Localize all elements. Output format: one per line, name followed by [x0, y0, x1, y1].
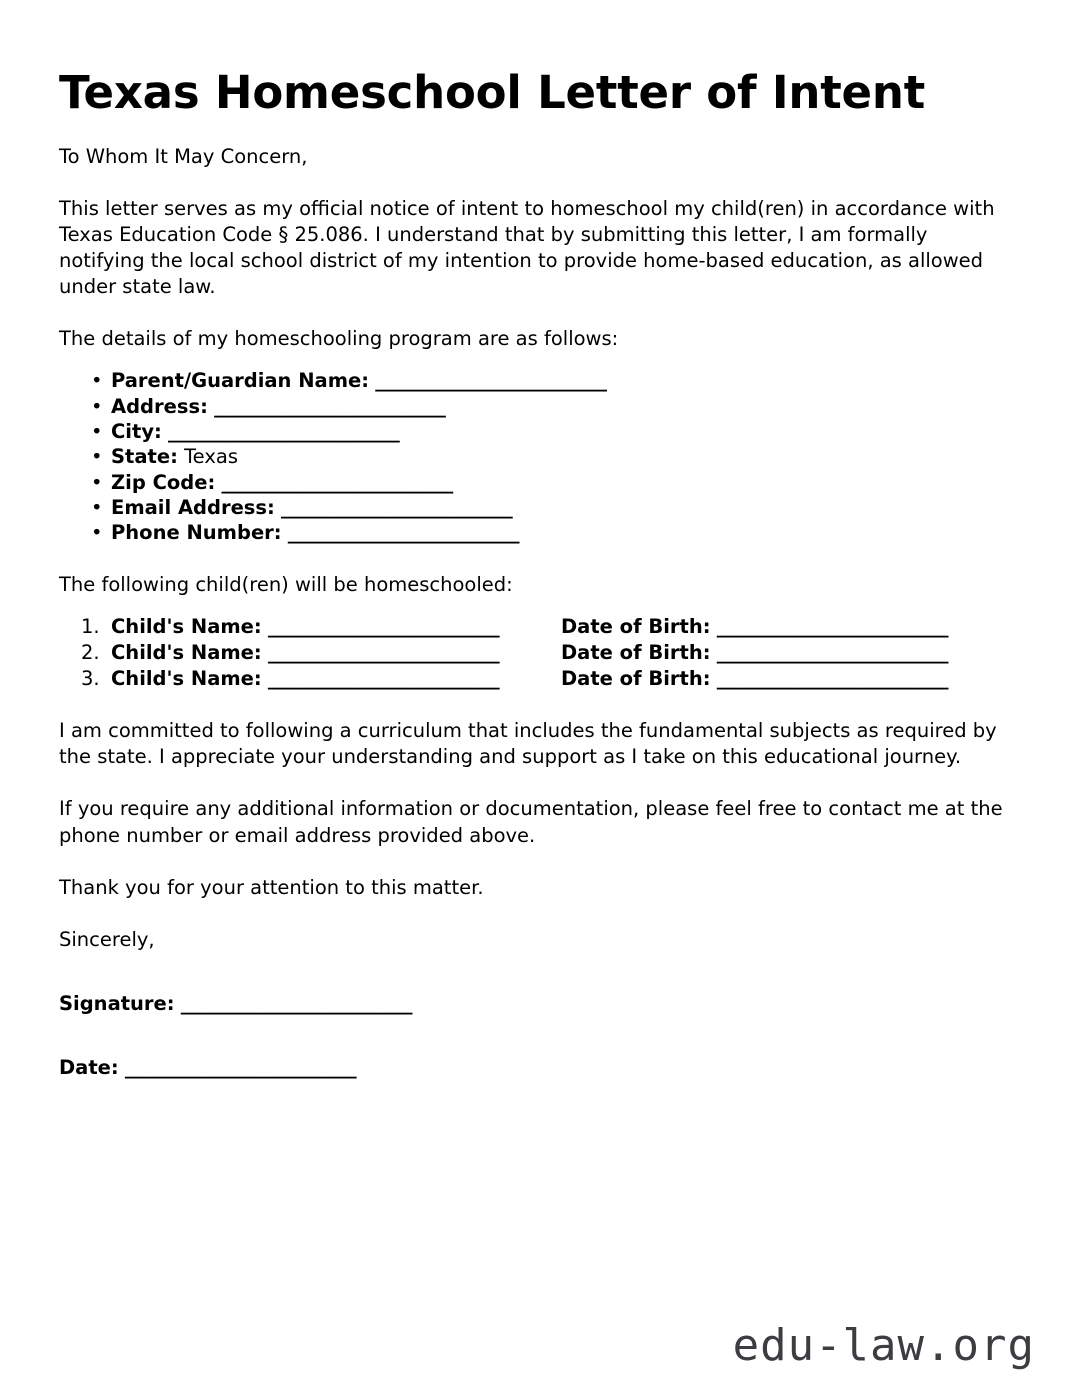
field-blank[interactable]: _________________________	[281, 495, 513, 519]
list-item	[59, 394, 1019, 419]
child-name-cell	[111, 640, 561, 666]
date-blank[interactable]: _________________________	[124, 1056, 357, 1080]
child-dob-blank[interactable]: _________________________	[716, 640, 948, 664]
document-content	[59, 0, 1019, 1081]
table-row	[59, 614, 1019, 640]
field-blank[interactable]: _________________________	[287, 521, 520, 545]
child-dob-cell	[561, 666, 948, 692]
child-dob-label: Date of Birth:	[561, 614, 711, 638]
signature-blank[interactable]: _________________________	[180, 991, 413, 1015]
field-blank[interactable]: _________________________	[221, 470, 453, 494]
parent-details-list	[59, 352, 1019, 545]
child-name-label: Child's Name:	[111, 614, 262, 638]
site-watermark: edu-law.org	[732, 1320, 1035, 1371]
list-item	[59, 520, 1019, 545]
field-label: Parent/Guardian Name:	[111, 369, 370, 393]
child-dob-cell	[561, 640, 948, 666]
signature-line	[59, 953, 1019, 1017]
child-name-label: Child's Name:	[111, 640, 262, 664]
child-name-blank[interactable]: _________________________	[267, 667, 500, 691]
field-blank[interactable]: _________________________	[375, 369, 607, 393]
child-dob-cell	[561, 614, 948, 640]
date-line	[59, 1017, 1019, 1081]
field-label: State:	[111, 445, 178, 469]
contact-paragraph: If you require any additional information or documentation, please feel free to contact me at the phone number or email address provided above.	[59, 797, 1003, 847]
page-title: Texas Homeschool Letter of Intent	[59, 66, 926, 119]
child-name-label: Child's Name:	[111, 667, 262, 691]
list-item	[59, 444, 1019, 469]
child-dob-blank[interactable]: _________________________	[716, 667, 948, 691]
list-item	[59, 470, 1019, 495]
details-lead-in: The details of my homeschooling program are as follows:	[59, 327, 619, 351]
child-name-cell	[111, 666, 561, 692]
field-label: Email Address:	[111, 495, 275, 519]
children-lead-in: The following child(ren) will be homeschooled:	[59, 572, 513, 596]
list-item	[59, 495, 1019, 520]
child-name-cell	[111, 614, 561, 640]
child-name-blank[interactable]: _________________________	[267, 640, 500, 664]
field-label: Phone Number:	[111, 521, 282, 545]
field-blank[interactable]: _________________________	[214, 394, 446, 418]
salutation-text: To Whom It May Concern,	[59, 144, 308, 168]
field-label: Zip Code:	[111, 470, 216, 494]
field-value: Texas	[184, 445, 238, 469]
child-dob-label: Date of Birth:	[561, 667, 711, 691]
field-label: Address:	[111, 394, 208, 418]
date-label: Date:	[59, 1056, 119, 1080]
child-name-blank[interactable]: _________________________	[267, 614, 500, 638]
field-label: City:	[111, 419, 162, 443]
table-row	[59, 666, 1019, 692]
list-item	[59, 368, 1019, 393]
field-blank[interactable]: _________________________	[168, 419, 400, 443]
child-dob-label: Date of Birth:	[561, 640, 711, 664]
child-dob-blank[interactable]: _________________________	[716, 614, 948, 638]
signature-label: Signature:	[59, 991, 175, 1015]
list-item	[59, 419, 1019, 444]
table-row	[59, 640, 1019, 666]
thank-you-paragraph: Thank you for your attention to this matter.	[59, 875, 484, 899]
intro-paragraph: This letter serves as my official notice of intent to homeschool my child(ren) in accordance with Texas Education Code § 25.086. I understand that by submitting this letter, I am formally notifying the local school district of my intention to provide home-based education, as allowed under state law.	[59, 196, 995, 298]
children-list	[59, 598, 1019, 692]
closing-text: Sincerely,	[59, 927, 155, 951]
commitment-paragraph: I am committed to following a curriculum that includes the fundamental subjects as required by the state. I appreciate your understanding and support as I take on this educational journey.	[59, 719, 997, 769]
